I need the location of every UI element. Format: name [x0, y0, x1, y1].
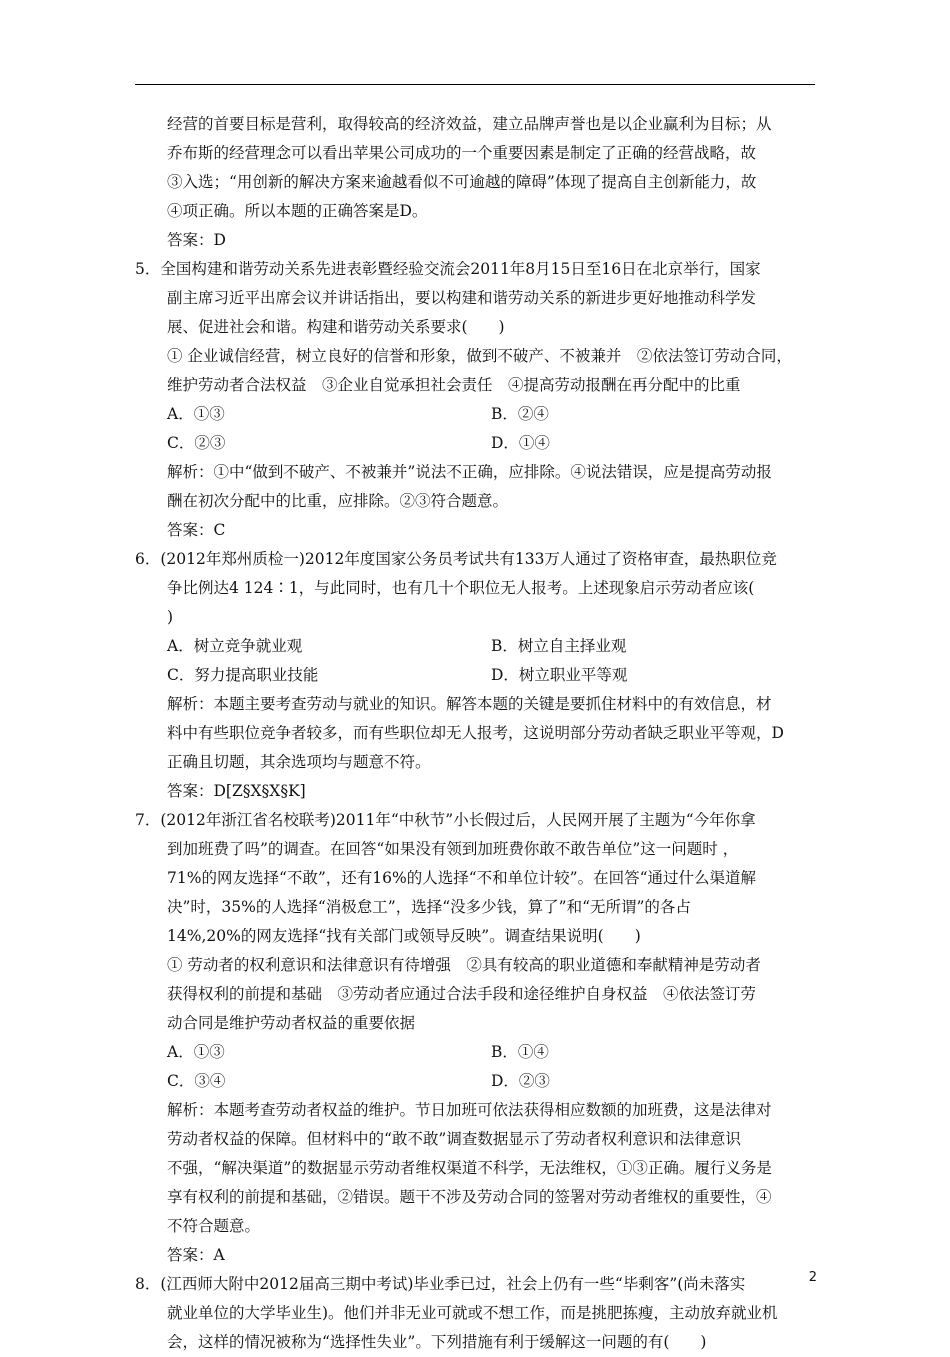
text-line: 料中有些职位竞争者较多，而有些职位却无人报考，这说明部分劳动者缺乏职业平等观，D — [167, 724, 784, 742]
text-line: 14%,20%的网友选择“找有关部门或领导反映”。调查结果说明( ) — [167, 927, 641, 945]
text-line: 解析：本题主要考查劳动与就业的知识。解答本题的关键是要抓住材料中的有效信息，材 — [167, 695, 772, 713]
text-line: ① 企业诚信经营，树立良好的信誉和形象，做到不破产、不被兼并 ②依法签订劳动合同， — [167, 347, 792, 365]
text-line: 就业单位的大学毕业生)。他们并非无业可就或不想工作，而是挑肥拣瘦，主动放弃就业机 — [167, 1304, 778, 1322]
option-text: C．努力提高职业技能 — [167, 666, 319, 684]
text-line: 劳动者权益的保障。但材料中的“敢不敢”调查数据显示了劳动者权利意识和法律意识 — [167, 1130, 741, 1148]
text-line: 获得权利的前提和基础 ③劳动者应通过合法手段和途径维护自身权益 ④依法签订劳 — [167, 985, 757, 1003]
text-line: 酬在初次分配中的比重，应排除。②③符合题意。 — [167, 492, 509, 510]
text-line: 到加班费了吗”的调查。在回答“如果没有领到加班费你敢不敢告单位”这一问题时 ， — [167, 840, 739, 858]
text-line: 维护劳动者合法权益 ③企业自觉承担社会责任 ④提高劳动报酬在再分配中的比重 — [167, 376, 741, 394]
text-line: 经营的首要目标是营利，取得较高的经济效益，建立品牌声誉也是以企业赢利为目标；从 — [167, 115, 772, 133]
header-rule — [135, 84, 815, 85]
text-line: 答案：D[Z§X§X§K] — [167, 782, 306, 800]
page-body — [135, 110, 815, 1357]
text-line: 不符合题意。 — [167, 1217, 261, 1235]
question-line: 5．全国构建和谐劳动关系先进表彰暨经验交流会2011年8月15日至16日在北京举行，国家 — [135, 260, 761, 278]
option-text: A．①③ — [167, 1043, 225, 1061]
text-line: ) — [167, 608, 174, 626]
text-line: 享有权利的前提和基础，②错误。题干不涉及劳动合同的签署对劳动者维权的重要性，④ — [167, 1188, 772, 1206]
option-text: C．③④ — [167, 1072, 226, 1090]
option-text: C．②③ — [167, 434, 226, 452]
option-row — [135, 429, 815, 458]
text-line: 71%的网友选择“不敢”，还有16%的人选择“不和单位计较”。在回答“通过什么渠道解 — [167, 869, 757, 887]
option-row — [135, 661, 815, 690]
text-line: 答案：C — [167, 521, 226, 539]
text-line: 乔布斯的经营理念可以看出苹果公司成功的一个重要因素是制定了正确的经营战略，故 — [167, 144, 757, 162]
option-row — [135, 1038, 815, 1067]
text-line: 解析：本题考查劳动者权益的维护。节日加班可依法获得相应数额的加班费，这是法律对 — [167, 1101, 772, 1119]
text-line: 会，这样的情况被称为“选择性失业”。下列措施有利于缓解这一问题的有( ) — [167, 1333, 707, 1351]
text-line: 副主席习近平出席会议并讲话指出，要以构建和谐劳动关系的新进步更好地推动科学发 — [167, 289, 757, 307]
question-line: 6．(2012年郑州质检一)2012年度国家公务员考试共有133万人通过了资格审查，最热职位竞 — [135, 550, 777, 568]
option-text: B．树立自主择业观 — [491, 637, 627, 655]
text-line: 争比例达4 124∶1，与此同时，也有几十个职位无人报考。上述现象启示劳动者应该( — [167, 579, 755, 597]
text-line: ③入选；“用创新的解决方案来逾越看似不可逾越的障碍”体现了提高自主创新能力，故 — [167, 173, 757, 191]
text-line: 解析：①中“做到不破产、不被兼并”说法不正确，应排除。④说法错误，应是提高劳动报 — [167, 463, 772, 481]
option-text: A．树立竞争就业观 — [167, 637, 303, 655]
option-text: D．①④ — [491, 434, 550, 452]
text-line: 答案：A — [167, 1246, 225, 1264]
option-text: B．①④ — [491, 1043, 549, 1061]
option-text: D．树立职业平等观 — [491, 666, 628, 684]
text-line: 展、促进社会和谐。构建和谐劳动关系要求( ) — [167, 318, 505, 336]
text-line: 动合同是维护劳动者权益的重要依据 — [167, 1014, 416, 1032]
text-line: 不强，“解决渠道”的数据显示劳动者维权渠道不科学，无法维权，①③正确。履行义务是 — [167, 1159, 772, 1177]
question-line: 7．(2012年浙江省名校联考)2011年“中秋节”小长假过后，人民网开展了主题为“今年你拿 — [135, 811, 756, 829]
text-line: ④项正确。所以本题的正确答案是D。 — [167, 202, 428, 220]
page-number: 2 — [808, 1270, 817, 1285]
option-text: B．②④ — [491, 405, 549, 423]
option-text: D．②③ — [491, 1072, 550, 1090]
option-row — [135, 632, 815, 661]
option-text: A．①③ — [167, 405, 225, 423]
option-row — [135, 1067, 815, 1096]
text-line: ① 劳动者的权利意识和法律意识有待增强 ②具有较高的职业道德和奉献精神是劳动者 — [167, 956, 761, 974]
text-line: 决”时，35%的人选择“消极怠工”，选择“没多少钱，算了”和“无所谓”的各占 — [167, 898, 691, 916]
text-line: 正确且切题，其余选项均与题意不符。 — [167, 753, 431, 771]
text-line: 答案：D — [167, 231, 226, 249]
option-row — [135, 400, 815, 429]
question-line: 8．(江西师大附中2012届高三期中考试)毕业季已过，社会上仍有一些“毕剩客”(尚未落实 — [135, 1275, 746, 1293]
